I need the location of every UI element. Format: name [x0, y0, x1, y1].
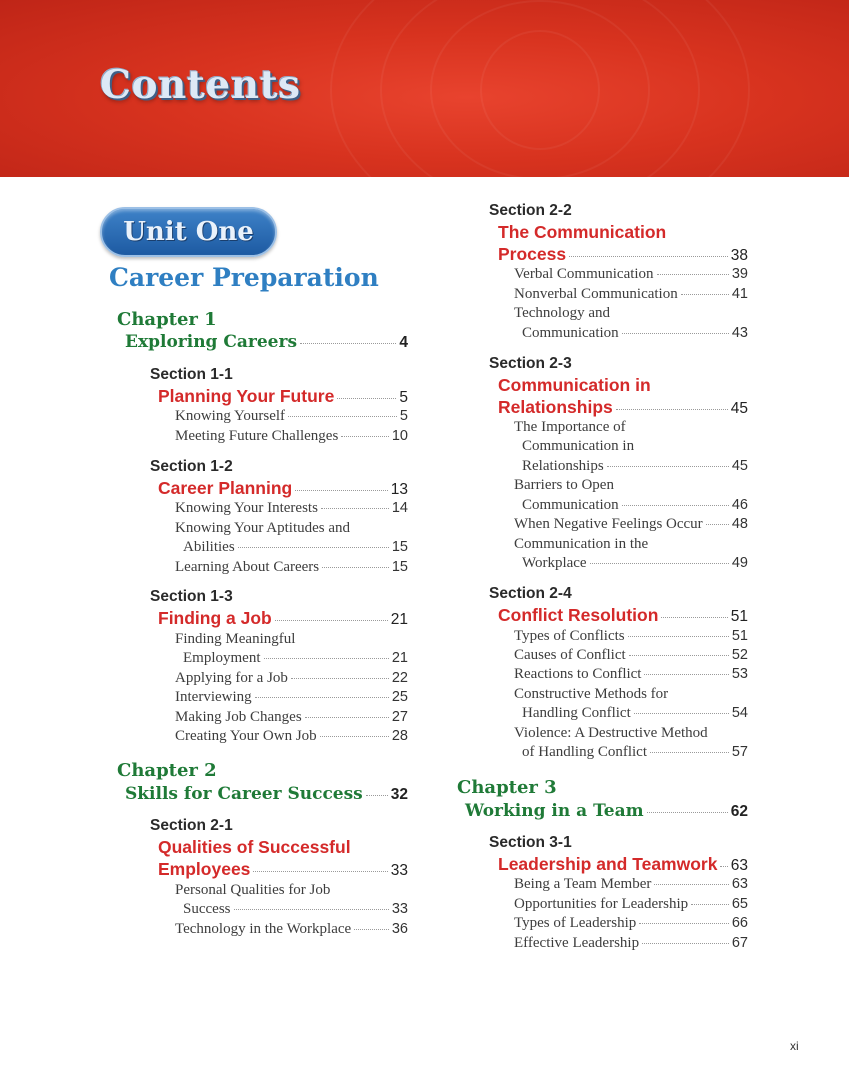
section-label: Section 2-1 [150, 817, 233, 834]
topic-row[interactable] [514, 666, 748, 683]
leader-dots [644, 674, 728, 675]
topic-text: Opportunities for Leadership [514, 896, 689, 912]
page-number: 45 [730, 400, 748, 417]
section-title: Leadership and Teamwork [498, 854, 718, 874]
leader-dots [681, 294, 729, 295]
chapter-title: Working in a Team [465, 801, 644, 821]
topic-row[interactable] [514, 286, 748, 303]
chapter-label: Chapter 2 [117, 760, 217, 781]
section-label: Section 1-2 [150, 458, 233, 475]
topic-text: Knowing Your Interests [175, 500, 318, 516]
topic-text: Causes of Conflict [514, 647, 626, 663]
leader-dots [322, 567, 389, 568]
topic-row[interactable] [514, 896, 748, 913]
section-title-cont: Process [498, 244, 567, 264]
topic-row[interactable] [514, 266, 748, 283]
topic-text: Making Job Changes [175, 709, 302, 725]
page-number: 49 [731, 555, 748, 571]
page-number: 21 [390, 611, 408, 628]
topic-text: Being a Team Member [514, 876, 652, 892]
topic-row[interactable] [522, 555, 748, 572]
topic-row[interactable] [175, 709, 408, 726]
leader-dots [661, 617, 727, 618]
topic-row[interactable] [175, 728, 408, 745]
page-number: 28 [391, 728, 408, 744]
page-number: 62 [730, 803, 748, 820]
leader-dots [291, 678, 389, 679]
leader-dots [366, 795, 388, 796]
section-title: Career Planning [158, 478, 293, 498]
section-title-row[interactable] [498, 854, 748, 875]
leader-dots [657, 274, 729, 275]
chapter-label: Chapter 3 [457, 777, 557, 798]
section-label: Section 2-2 [489, 202, 572, 219]
page-number: 51 [730, 608, 748, 625]
leader-dots [634, 713, 729, 714]
topic-text: Communication in the [514, 536, 649, 552]
leader-dots [654, 884, 728, 885]
page-number: 57 [731, 744, 748, 760]
page-number: 14 [391, 500, 408, 516]
section-label: Section 2-4 [489, 585, 572, 602]
leader-dots [650, 752, 729, 753]
topic-text: Verbal Communication [514, 266, 654, 282]
leader-dots [264, 658, 389, 659]
topic-text: Finding Meaningful [175, 631, 296, 647]
topic-text: Constructive Methods for [514, 686, 669, 702]
section-title: Planning Your Future [158, 386, 335, 406]
chapter-title: Skills for Career Success [125, 784, 363, 804]
leader-dots [590, 563, 729, 564]
section-title-row[interactable] [498, 605, 748, 626]
section-label: Section 3-1 [489, 834, 572, 851]
leader-dots [639, 923, 729, 924]
page-number: 54 [731, 705, 748, 721]
leader-dots [607, 466, 729, 467]
leader-dots [629, 655, 729, 656]
topic-text: Knowing Yourself [175, 408, 286, 424]
folio-page-number: xi [790, 1039, 799, 1053]
leader-dots [238, 547, 389, 548]
topic-row[interactable] [514, 915, 748, 932]
topic-text: Reactions to Conflict [514, 666, 642, 682]
topic-text: Applying for a Job [175, 670, 288, 686]
topic-row[interactable] [175, 500, 408, 517]
topic-text-cont: Communication [522, 497, 619, 513]
topic-text-cont: Employment [183, 650, 261, 666]
topic-row[interactable] [514, 516, 748, 533]
leader-dots [720, 866, 727, 867]
topic-text-cont: Abilities [183, 539, 235, 555]
section-title-row[interactable] [158, 859, 408, 880]
section-title: Communication in [498, 375, 651, 395]
topic-row[interactable] [514, 628, 748, 645]
page-number: 39 [731, 266, 748, 282]
topic-row[interactable] [183, 901, 408, 918]
topic-text: Types of Conflicts [514, 628, 625, 644]
page-number: 51 [731, 628, 748, 644]
topic-text: Violence: A Destructive Method [514, 725, 708, 741]
topic-text-cont: Success [183, 901, 231, 917]
topic-row[interactable] [514, 935, 748, 952]
section-title-cont: Relationships [498, 397, 613, 417]
page-number: 4 [399, 334, 408, 351]
topic-row[interactable] [175, 670, 408, 687]
page-number: 46 [731, 497, 748, 513]
page-number: 13 [390, 481, 408, 498]
leader-dots [321, 508, 389, 509]
page-number: 45 [731, 458, 748, 474]
topic-text: Meeting Future Challenges [175, 428, 339, 444]
leader-dots [354, 929, 389, 930]
leader-dots [622, 333, 729, 334]
section-title: Conflict Resolution [498, 605, 659, 625]
page-number: 21 [391, 650, 408, 666]
page-number: 22 [391, 670, 408, 686]
page-number: 63 [731, 876, 748, 892]
page-number: 63 [730, 857, 748, 874]
topic-text: Creating Your Own Job [175, 728, 317, 744]
unit-badge [100, 207, 277, 257]
leader-dots [647, 812, 728, 813]
topic-row[interactable] [522, 744, 748, 761]
leader-dots [288, 416, 397, 417]
topic-text-cont: Workplace [522, 555, 587, 571]
section-title: The Communication [498, 222, 667, 242]
section-title-cont: Employees [158, 859, 251, 879]
topic-text-cont: Communication in [522, 438, 635, 454]
topic-text: Knowing Your Aptitudes and [175, 520, 351, 536]
page-number: 67 [731, 935, 748, 951]
topic-text: Barriers to Open [514, 477, 614, 493]
leader-dots [255, 697, 389, 698]
topic-text: Learning About Careers [175, 559, 320, 575]
page-number: 41 [731, 286, 748, 302]
topic-text: Types of Leadership [514, 915, 637, 931]
page-number: 65 [731, 896, 748, 912]
topic-row[interactable] [522, 497, 748, 514]
topic-text: The Importance of [514, 419, 626, 435]
topic-row[interactable] [175, 921, 408, 938]
topic-text: Personal Qualities for Job [175, 882, 331, 898]
page-number: 5 [399, 408, 408, 424]
topic-text-cont: Communication [522, 325, 619, 341]
leader-dots [275, 620, 388, 621]
topic-row[interactable] [175, 408, 408, 425]
leader-dots [295, 490, 388, 491]
page-number: 32 [390, 786, 408, 803]
leader-dots [337, 398, 396, 399]
leader-dots [300, 343, 396, 344]
page-number: 5 [399, 389, 408, 406]
topic-text: Technology in the Workplace [175, 921, 352, 937]
page-number: 15 [391, 559, 408, 575]
page-title: Contents [100, 62, 301, 108]
unit-title: Career Preparation [109, 263, 379, 292]
section-label: Section 1-3 [150, 588, 233, 605]
topic-row[interactable] [183, 650, 408, 667]
section-title-row[interactable] [158, 386, 408, 407]
section-title: Finding a Job [158, 608, 272, 628]
topic-text: Effective Leadership [514, 935, 640, 951]
leader-dots [691, 904, 729, 905]
leader-dots [706, 524, 729, 525]
chapter-title: Exploring Careers [125, 332, 298, 352]
chapter-title-row[interactable] [125, 784, 408, 804]
topic-row[interactable] [522, 458, 748, 475]
page-number: 36 [391, 921, 408, 937]
section-title-row[interactable] [158, 608, 408, 629]
topic-row[interactable] [175, 689, 408, 706]
topic-text: Nonverbal Communication [514, 286, 678, 302]
section-label: Section 2-3 [489, 355, 572, 372]
page-number: 53 [731, 666, 748, 682]
leader-dots [320, 736, 389, 737]
leader-dots [628, 636, 729, 637]
chapter-title-row[interactable] [125, 332, 408, 352]
leader-dots [253, 871, 387, 872]
leader-dots [341, 436, 389, 437]
page-number: 43 [731, 325, 748, 341]
topic-row[interactable] [183, 539, 408, 556]
topic-text-cont: Relationships [522, 458, 604, 474]
page-number: 15 [391, 539, 408, 555]
page-number: 33 [391, 901, 408, 917]
topic-text: Technology and [514, 305, 611, 321]
unit-label: Unit One [123, 217, 254, 247]
section-title: Qualities of Successful [158, 837, 351, 857]
header-banner [0, 0, 849, 177]
section-title-row[interactable] [158, 478, 408, 499]
topic-row[interactable] [514, 647, 748, 664]
page-number: 33 [390, 862, 408, 879]
topic-text-cont: of Handling Conflict [522, 744, 647, 760]
page-number: 52 [731, 647, 748, 663]
leader-dots [616, 409, 728, 410]
leader-dots [234, 909, 389, 910]
topic-text: When Negative Feelings Occur [514, 516, 703, 532]
leader-dots [622, 505, 729, 506]
page-number: 48 [731, 516, 748, 532]
page-number: 66 [731, 915, 748, 931]
section-label: Section 1-1 [150, 366, 233, 383]
topic-text: Interviewing [175, 689, 252, 705]
leader-dots [569, 256, 728, 257]
chapter-title-row[interactable] [465, 801, 748, 821]
page-number: 25 [391, 689, 408, 705]
leader-dots [305, 717, 389, 718]
topic-row[interactable] [175, 559, 408, 576]
leader-dots [642, 943, 729, 944]
topic-row[interactable] [522, 325, 748, 342]
page-number: 10 [391, 428, 408, 444]
chapter-label: Chapter 1 [117, 309, 217, 330]
page-number: 38 [730, 247, 748, 264]
section-title-row[interactable] [498, 397, 748, 418]
topic-row[interactable] [522, 705, 748, 722]
section-title-row[interactable] [498, 244, 748, 265]
topic-row[interactable] [514, 876, 748, 893]
topic-text-cont: Handling Conflict [522, 705, 631, 721]
page-number: 27 [391, 709, 408, 725]
topic-row[interactable] [175, 428, 408, 445]
